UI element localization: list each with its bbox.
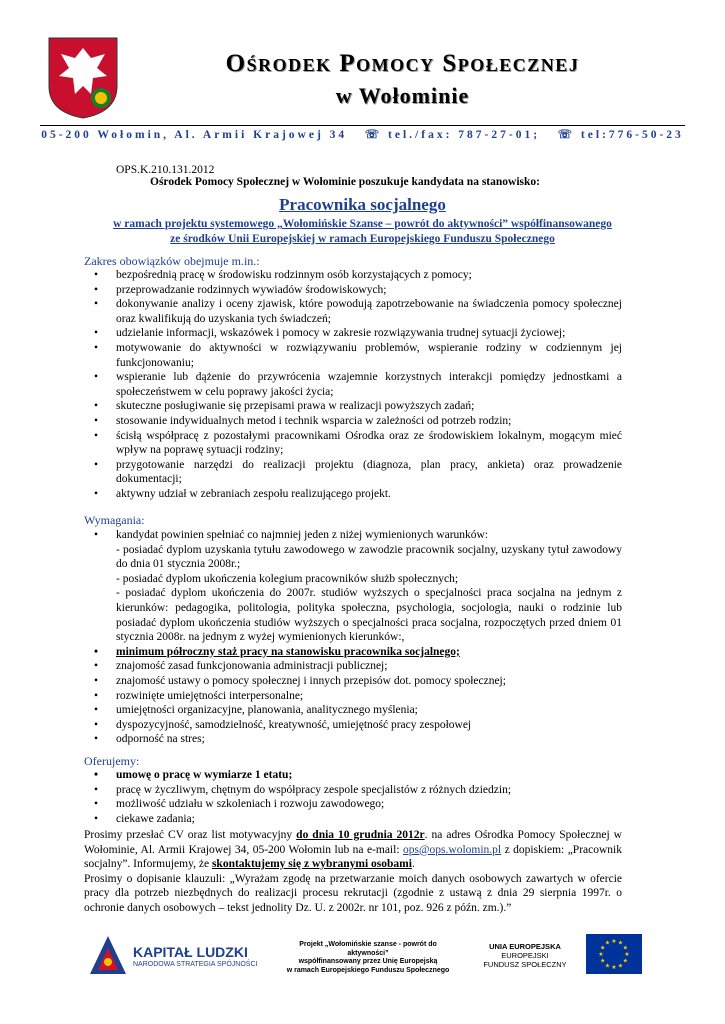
list-item: • minimum półroczny staż pracy na stanowisku pracownika socjalnego;	[84, 645, 622, 660]
list-item: • możliwość udziału w szkoleniach i rozwoju zawodowego;	[84, 797, 622, 812]
coat-of-arms-icon	[47, 36, 119, 120]
list-item: • przeprowadzanie rodzinnych wywiadów środowiskowych;	[84, 283, 622, 298]
project-note-line: w ramach Europejskiego Funduszu Społecznego	[286, 966, 450, 974]
project-note-line: współfinansowany przez Unię Europejską	[298, 958, 438, 965]
eu-flag-icon	[586, 934, 642, 974]
project-line-2: ze środków Unii Europejskiej w ramach Europejskiego Funduszu Społecznego	[170, 232, 555, 245]
kapital-ludzki-title: KAPITAŁ LUDZKI	[133, 944, 248, 960]
eu-line: EUROPEJSKI	[501, 951, 549, 960]
contact-note: skontaktujemy się z wybranymi osobami	[211, 858, 412, 871]
svg-text:★: ★	[598, 951, 604, 958]
contact-tel: tel:776-50-23	[580, 129, 684, 141]
contact-telfax: tel./fax: 787-27-01;	[388, 129, 541, 141]
kapital-ludzki-logo-icon	[88, 934, 128, 976]
requirement-sub-item: - posiadać dyplom uzyskania tytułu zawodowego w zawodzie pracownik socjalny, uzyskany tytuł zawodowy do dnia 01 stycznia 2008r.;	[116, 543, 622, 571]
list-item: • stosowanie indywidualnych metod i technik wsparcia w zależności od potrzeb rodzin;	[84, 414, 622, 429]
consent-clause: Prosimy o dopisanie klauzuli: „Wyrażam zgodę na przetwarzanie moich danych osobowych zawartych w ofercie pracy dla potrzeb niezbędnych do realizacji procesu rekrutacji (zgodnie z ustawą z dnia 29 sierpnia 1997r. o ochronie danych osobowych – tekst jednolity Dz. U. z 2002r. nr 101, poz. 926 z późn. zm.).”	[84, 872, 622, 914]
list-item: • znajomość zasad funkcjonowania administracji publicznej;	[84, 659, 622, 674]
list-item: • pracę w życzliwym, chętnym do współpracy zespole specjalistów z różnych dziedzin;	[84, 783, 622, 798]
closing-text: Prosimy przesłać CV oraz list motywacyjny	[84, 829, 297, 841]
svg-text:★: ★	[617, 962, 624, 970]
list-item: • ścisłą współpracę z pozostałymi pracownikami Ośrodka oraz ze środowiskiem lokalnym, mogącym mieć wpływ na poprawę sytuacji rodziny;	[84, 429, 622, 458]
list-item: • ciekawe zadania;	[84, 812, 622, 827]
application-instructions	[84, 828, 622, 872]
requirement-sub-item: - posiadać dyplom ukończenia kolegium pracowników służb społecznych;	[116, 572, 459, 585]
svg-text:★: ★	[600, 957, 606, 965]
list-item: • udzielanie informacji, wskazówek i pomocy w zakresie rozwiązywania trudnej sytuacji życiowej;	[84, 326, 622, 341]
list-item: • odporność na stres;	[84, 732, 622, 747]
list-item: • umowę o pracę w wymiarze 1 etatu;	[84, 768, 622, 783]
project-line-1: w ramach projektu systemowego „Wołomińskie Szanse – powrót do aktywności” współfinansowanego	[113, 218, 612, 230]
org-subtitle: w Wołominie	[335, 83, 470, 108]
list-item: • umiejętności organizacyjne, planowania, analitycznego myślenia;	[84, 703, 622, 718]
contact-address: 05-200 Wołomin, Al. Armii Krajowej 34	[41, 129, 348, 141]
header-divider	[40, 125, 685, 126]
job-title: Pracownika socjalnego	[279, 195, 446, 214]
closing-section	[84, 828, 622, 916]
closing-text: z dopiskiem: „Pracownik socjalny”. Informujemy, że	[84, 843, 622, 871]
kapital-ludzki-subtitle: NARODOWA STRATEGIA SPÓJNOŚCI	[133, 961, 258, 968]
eu-fund-label	[480, 942, 570, 969]
document-signature: OPS.K.210.131.2012	[116, 164, 215, 176]
requirement-sub-item: - posiadać dyplom ukończenia do 2007r. studiów wyższych o specjalności praca socjalna na jednym z kierunków: pedagogika, politologia, polityka społeczna, psychologia, socjologia, nauki o rodzinie lub posiadać dyplom ukończenia studiów wyższych o specjalności praca socjalna, rozpoczętych przed dniem 01 stycznia 2008r. na jednym z wyżej wymienionych kierunków:,	[116, 587, 622, 644]
list-item	[84, 528, 622, 645]
list-item: • znajomość ustawy o pomocy społecznej i innych przepisów dot. pomocy społecznej;	[84, 674, 622, 689]
svg-text:★: ★	[617, 939, 624, 947]
intro-text: Ośrodek Pomocy Społecznej w Wołominie poszukuje kandydata na stanowisko:	[150, 176, 540, 188]
offer-list	[84, 768, 622, 826]
phone-icon: ☏	[557, 129, 576, 141]
list-item: • aktywny udział w zebraniach zespołu realizującego projekt.	[84, 487, 622, 502]
list-item: • skuteczne posługiwanie się przepisami prawa w realizacji powyższych zadań;	[84, 399, 622, 414]
list-item: • wspieranie lub dążenie do przywrócenia wzajemnie korzystnych interakcji pomiędzy jednostkami a społeczeństwem w celu poprawy jakości życia;	[84, 370, 622, 399]
list-item: • bezpośrednią pracę w środowisku rodzinnym osób korzystających z pomocy;	[84, 268, 622, 283]
requirements-heading: Wymagania:	[84, 513, 145, 527]
phone-icon: ☏	[364, 129, 383, 141]
project-funding-note	[283, 941, 453, 975]
svg-text:★: ★	[622, 957, 628, 965]
svg-text:★: ★	[604, 962, 611, 970]
requirement-condition: • kandydat powinien spełniać co najmniej jeden z niżej wymienionych warunków:	[116, 529, 489, 541]
email-link[interactable]: ops@ops.wolomin.pl	[402, 843, 502, 856]
contact-line	[40, 127, 685, 141]
duties-list	[84, 268, 622, 502]
footer-logos	[88, 932, 638, 982]
eu-line: FUNDUSZ SPOŁECZNY	[483, 960, 567, 969]
list-item: • motywowanie do aktywności w rozwiązywaniu problemów, wspieranie rodziny w codziennym jej funkcjonowaniu;	[84, 341, 622, 370]
svg-text:★: ★	[624, 951, 630, 958]
svg-text:★: ★	[611, 938, 617, 945]
list-item: • dyspozycyjność, samodzielność, kreatywność, umiejętność pracy zespołowej	[84, 718, 622, 733]
requirements-list	[84, 528, 622, 747]
offer-heading: Oferujemy:	[84, 754, 140, 768]
closing-text: .	[411, 858, 415, 871]
svg-text:★: ★	[604, 939, 611, 947]
duties-heading: Zakres obowiązków obejmuje m.in.:	[84, 254, 260, 268]
svg-text:★: ★	[600, 944, 606, 952]
svg-text:★: ★	[622, 944, 628, 952]
project-note-line: Projekt „Wołomińskie szanse - powrót do aktywności”	[299, 941, 437, 957]
svg-text:★: ★	[611, 964, 617, 971]
deadline: do dnia 10 grudnia 2012r	[296, 829, 425, 841]
closing-text: . na adres Ośrodka Pomocy Społecznej w Wołominie, Al. Armii Krajowej 34, 05-200 Wołomin lub na e-mail:	[84, 829, 622, 856]
eu-title: UNIA EUROPEJSKA	[489, 942, 561, 951]
org-title: Ośrodek Pomocy Społecznej	[225, 50, 580, 77]
list-item: • przygotowanie narzędzi do realizacji projektu (diagnoza, plan pracy, ankieta) oraz prowadzenie dokumentacji;	[84, 458, 622, 487]
project-description	[60, 217, 665, 246]
list-item: • rozwinięte umiejętności interpersonalne;	[84, 689, 622, 704]
list-item: • dokonywanie analizy i oceny zjawisk, które powodują zapotrzebowanie na świadczenia pomocy społecznej oraz kwalifikują do uzyskania tych świadczeń;	[84, 297, 622, 326]
